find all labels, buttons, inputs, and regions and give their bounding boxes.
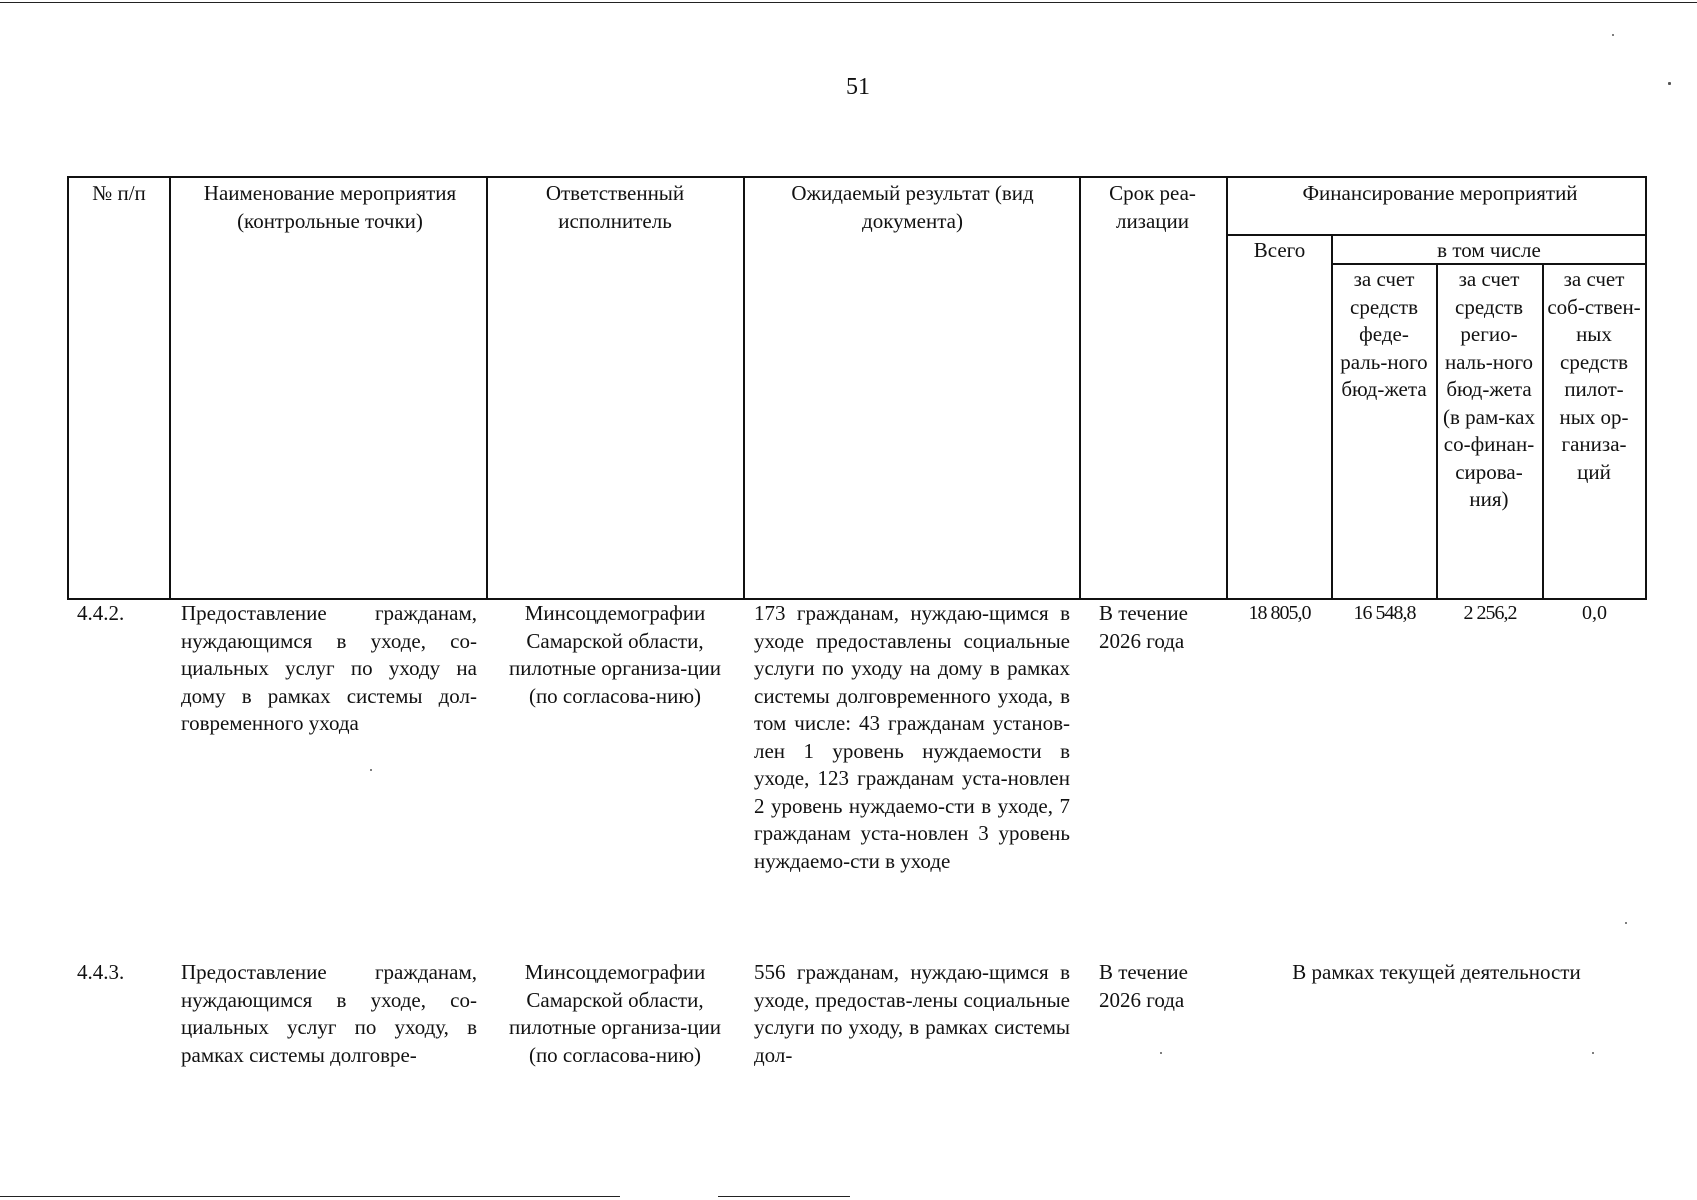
row-event-name: Предоставление гражданам, нуждающимся в уходе, со-циальных услуг по уходу, в рамках системы долговре- [181,960,477,1067]
row-federal: 16 548,8 [1353,602,1416,624]
row-executor: Минсоцдемографии Самарской области, пилотные организа-ции (по согласова-нию) [508,601,721,708]
header-event-name: Наименование мероприятия (контрольные точки) [203,181,457,233]
row-number: 4.4.2. [77,601,125,625]
row-financing-note: В рамках текущей деятельности [1292,960,1581,984]
row-term: В течение 2026 года [1099,960,1188,1012]
header-including: в том числе [1437,238,1541,262]
scan-speck [1625,922,1627,924]
header-regional: за счет средств регио-наль-ного бюд-жета (в рам-ках со-финан-сирова-ния) [1443,267,1535,511]
row-event-name: Предоставление гражданам, нуждающимся в уходе, со-циальных услуг по уходу на дому в рамках системы дол-говременного ухода [181,601,477,735]
header-number: № п/п [92,181,146,205]
scan-speck [1592,1052,1594,1054]
row-expected-result: 556 гражданам, нуждаю-щимся в уходе, предостав-лены социальные услуги по уходу, в рамках системы дол- [754,960,1070,1067]
row-regional: 2 256,2 [1463,602,1517,624]
header-financing: Финансирование мероприятий [1302,181,1578,205]
scan-speck [1612,34,1614,36]
row-term: В течение 2026 года [1099,601,1188,653]
row-executor: Минсоцдемографии Самарской области, пилотные организа-ции (по согласова-нию) [508,960,721,1067]
row-total: 18 805,0 [1248,602,1311,624]
row-number: 4.4.3. [77,960,125,984]
row-own-funds: 0,0 [1582,602,1607,624]
header-executor: Ответственный исполнитель [545,181,685,233]
scan-speck [1160,1052,1162,1054]
row-expected-result: 173 гражданам, нуждаю-щимся в уходе предоставлены социальные услуги по уходу на дому в рамках системы долговременного ухода, в том числе: 43 гражданам установ-лен 1 уровень нуждаемости в уходе, 123 гражданам уста-новлен 2 уровень нуждаемо-сти в уходе, 7 гражданам уста-новлен 3 уровень нуждаемо-сти в уходе [754,601,1070,873]
header-term: Срок реа-лизации [1109,181,1196,233]
header-federal: за счет средств феде-раль-ного бюд-жета [1340,267,1428,401]
bottom-edge-line-2 [718,1196,850,1197]
header-own-funds: за счет соб-ствен-ных средств пилот-ных ор-ганиза-ций [1547,267,1641,484]
scan-speck [370,769,372,771]
top-edge-line [0,2,1697,3]
page-number: 51 [846,74,870,100]
bottom-edge-line [0,1196,620,1197]
header-expected-result: Ожидаемый результат (вид документа) [791,181,1034,233]
header-total: Всего [1253,238,1306,262]
scan-speck [1668,82,1671,85]
